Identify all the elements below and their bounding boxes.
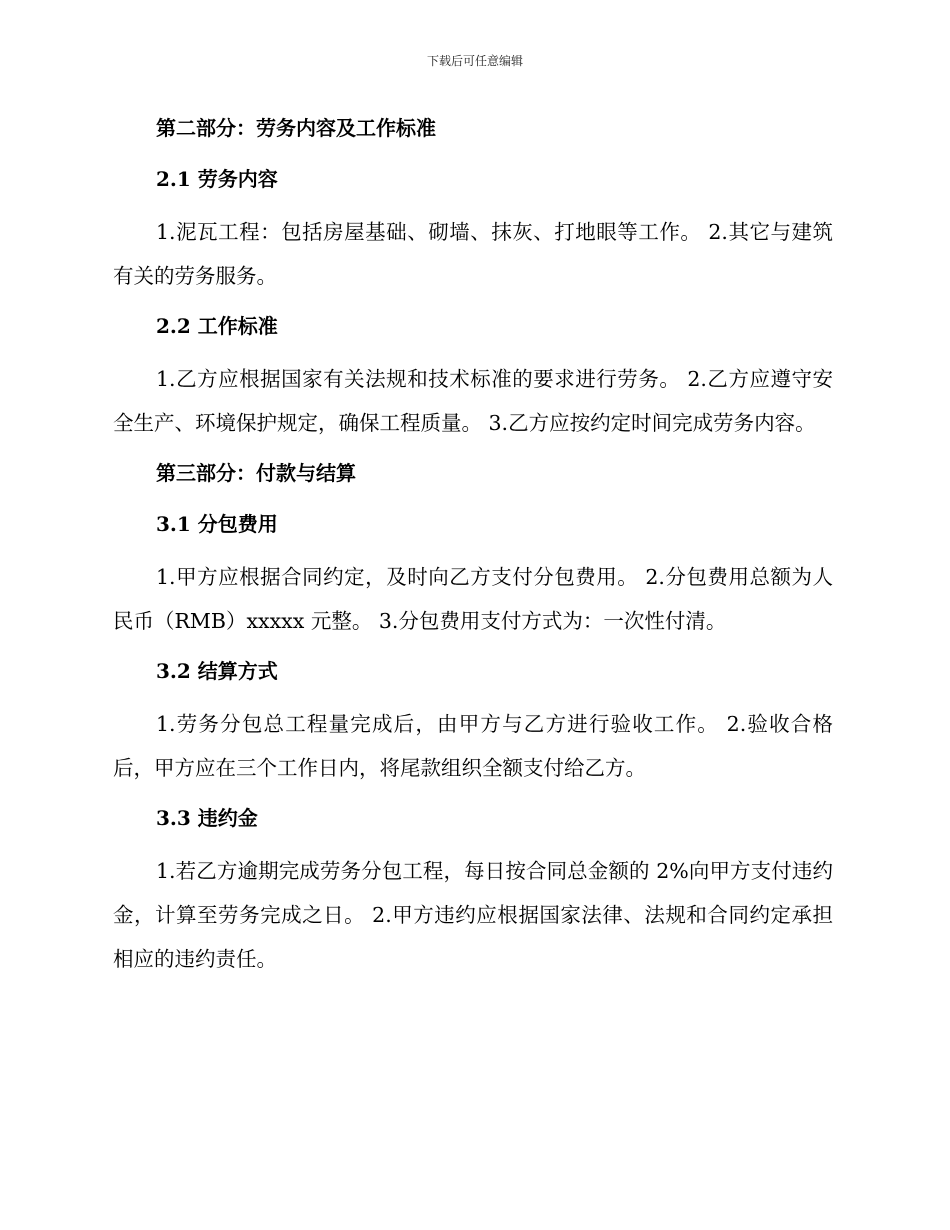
subsection-heading-3-1: 3.1 分包费用: [156, 512, 278, 536]
paragraph-2-2: 1.乙方应根据国家有关法规和技术标准的要求进行劳务。 2.乙方应遵守安全生产、环境保护规定，确保工程质量。 3.乙方应按约定时间完成劳务内容。: [113, 367, 833, 435]
subsection-heading-2-1: 2.1 劳务内容: [156, 167, 278, 191]
section-heading-part2: 第二部分：劳务内容及工作标准: [156, 116, 436, 140]
paragraph-2-1: 1.泥瓦工程：包括房屋基础、砌墙、抹灰、打地眼等工作。 2.其它与建筑有关的劳务服务。: [113, 220, 833, 288]
section-heading-part3: 第三部分：付款与结算: [156, 461, 356, 485]
paragraph-3-1: 1.甲方应根据合同约定，及时向乙方支付分包费用。 2.分包费用总额为人民币（RMB）xxxxx 元整。 3.分包费用支付方式为：一次性付清。: [113, 565, 833, 633]
subsection-heading-2-2: 2.2 工作标准: [156, 314, 278, 338]
document-body: [113, 108, 833, 989]
page-header-note: 下载后可任意编辑: [426, 54, 523, 68]
subsection-heading-3-2: 3.2 结算方式: [156, 659, 278, 683]
paragraph-3-2: 1.劳务分包总工程量完成后，由甲方与乙方进行验收工作。 2.验收合格后，甲方应在三个工作日内，将尾款组织全额支付给乙方。: [113, 712, 833, 780]
paragraph-3-3: 1.若乙方逾期完成劳务分包工程，每日按合同总金额的 2%向甲方支付违约金，计算至劳务完成之日。 2.甲方违约应根据国家法律、法规和合同约定承担相应的违约责任。: [113, 859, 833, 971]
subsection-heading-3-3: 3.3 违约金: [156, 806, 258, 830]
